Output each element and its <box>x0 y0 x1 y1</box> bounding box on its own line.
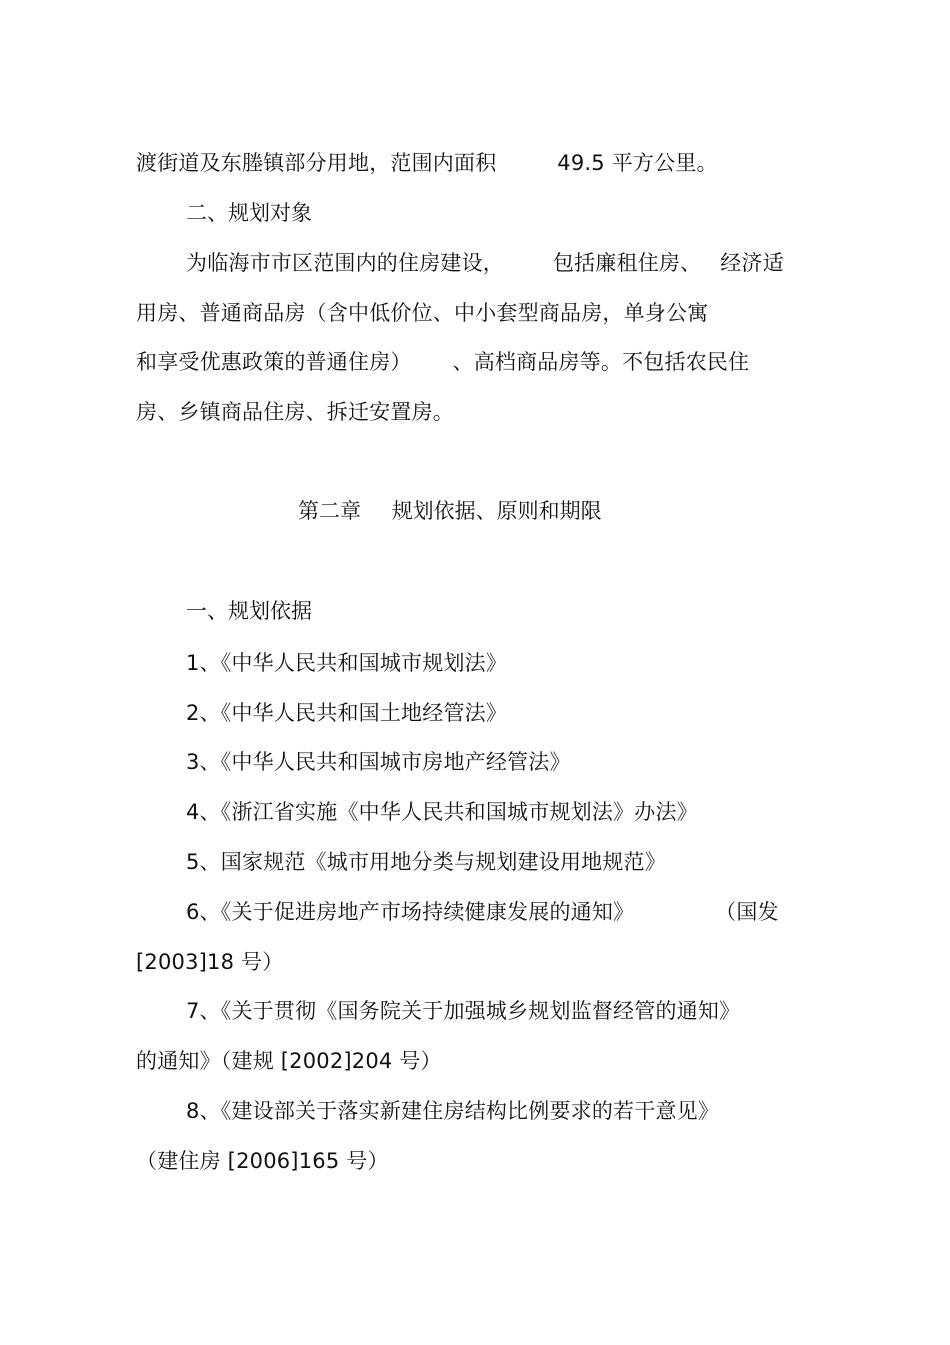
text-segment: （国发 <box>715 900 779 924</box>
list-item-continuation: （建住房 [2006]165 号） <box>136 1149 389 1173</box>
chapter-label: 第二章 <box>298 499 361 523</box>
paragraph-line: 用房、普通商品房（含中低价位、中小套型商品房，单身公寓 <box>136 301 709 325</box>
section-heading: 一、规划依据 <box>186 599 312 623</box>
list-item-continuation: [2003]18 号） <box>136 950 284 974</box>
list-item: 2、《中华人民共和国土地经管法》 <box>186 701 508 725</box>
chapter-title: 规划依据、原则和期限 <box>391 499 602 523</box>
text-segment: 渡街道及东塍镇部分用地，范围内面积 <box>136 151 497 175</box>
chapter-heading <box>298 497 602 525</box>
text-segment: 、高档商品房等。不包括农民住 <box>452 350 750 374</box>
list-item-continuation: 的通知》（建规 [2002]204 号） <box>136 1049 442 1073</box>
text-segment: 6、《关于促进房地产市场持续健康发展的通知》 <box>186 900 635 924</box>
paragraph-line <box>186 249 784 277</box>
list-item: 5、国家规范《城市用地分类与规划建设用地规范》 <box>186 850 666 874</box>
text-segment: 和享受优惠政策的普通住房） <box>136 350 412 374</box>
text-segment: 为临海市市区范围内的住房建设， <box>186 251 504 275</box>
list-item: 7、《关于贯彻《国务院关于加强城乡规划监督经管的通知》 <box>186 999 741 1023</box>
list-item <box>186 898 779 926</box>
text-segment: 包括廉租住房、 <box>552 251 702 275</box>
section-heading: 二、规划对象 <box>186 201 312 225</box>
list-item: 1、《中华人民共和国城市规划法》 <box>186 651 508 675</box>
paragraph-line: 房、乡镇商品住房、拆迁安置房。 <box>136 400 454 424</box>
text-segment: 49.5 平方公里。 <box>557 151 718 175</box>
list-item: 3、《中华人民共和国城市房地产经管法》 <box>186 750 571 774</box>
list-item: 8、《建设部关于落实新建住房结构比例要求的若干意见》 <box>186 1099 720 1123</box>
paragraph-line <box>136 149 718 177</box>
text-segment: 经济适 <box>720 251 784 275</box>
paragraph-line <box>136 348 749 376</box>
list-item: 4、《浙江省实施《中华人民共和国城市规划法》办法》 <box>186 800 698 824</box>
